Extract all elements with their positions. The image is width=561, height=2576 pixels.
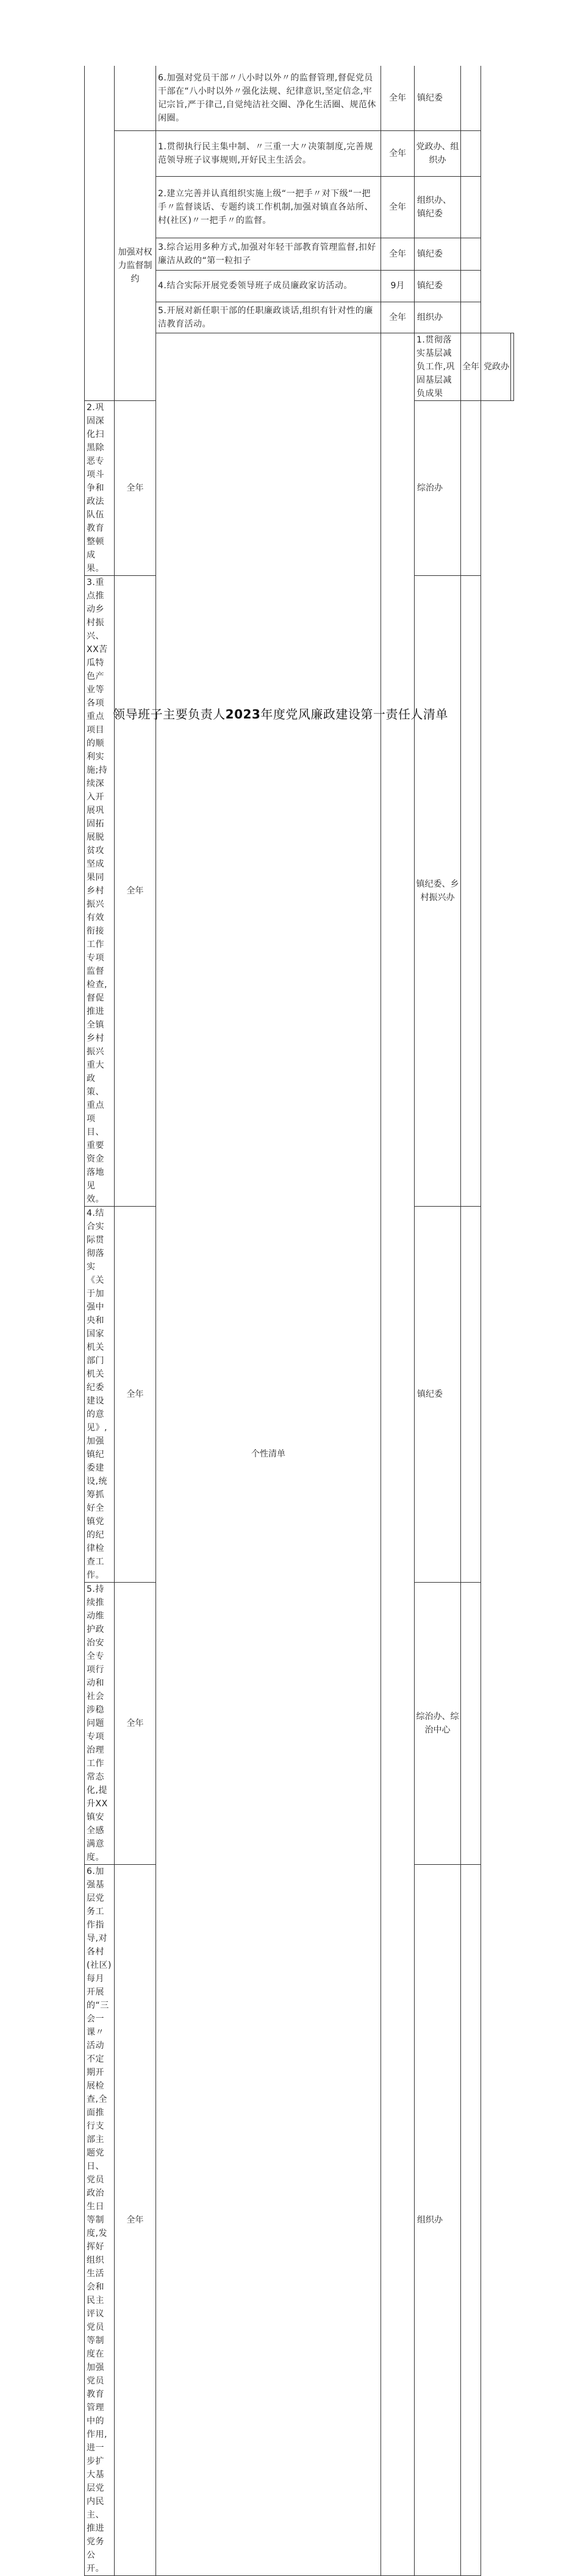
remark-cell	[511, 333, 514, 400]
task-time: 全年	[381, 238, 415, 270]
task-dept: 党政办、组织办	[415, 130, 461, 176]
task-time: 全年	[115, 400, 156, 575]
remark-cell	[461, 176, 481, 238]
task-content: 5.持续推动维护政治安全专项行动和社会涉稳问题专项治理工作常态化,提升XX镇安全感满意度。	[85, 1582, 115, 1864]
task-dept: 镇纪委	[415, 270, 461, 302]
table-row	[85, 130, 514, 176]
remark-cell	[461, 1864, 481, 2575]
task-dept: 党政办	[481, 333, 511, 400]
task-time: 全年	[461, 333, 481, 400]
task-time: 全年	[115, 1582, 156, 1864]
remark-cell	[461, 1582, 481, 1864]
remark-cell	[461, 1206, 481, 1582]
title-year: 2023	[225, 707, 261, 722]
task-dept: 组织办	[415, 1864, 461, 2575]
remark-cell	[461, 270, 481, 302]
subcategory-cell-empty	[381, 333, 415, 2575]
task-content: 4.结合实际开展党委领导班子成员廉政家访活动。	[156, 270, 381, 302]
task-time: 全年	[381, 66, 415, 130]
task-content: 2.建立完善并认真组织实施上级“一把手〃对下级“一把手〃监督谈话、专题约谈工作机制,加强对镇直各站所、村(社区)〃一把手〃的监督。	[156, 176, 381, 238]
task-content: 3.综合运用多种方式,加强对年轻干部教育管理监督,扣好廉洁从政的“第一粒扣子	[156, 238, 381, 270]
title-prefix: 领导班子主要负责人	[113, 707, 226, 722]
task-dept: 综治办	[415, 400, 461, 575]
task-time: 全年	[115, 575, 156, 1206]
task-content: 4.结合实际贯彻落实《关于加强中央和国家机关部门机关纪委建设的意见》,加强镇纪委建设,统筹抓好全镇党的纪律检查工作。	[85, 1206, 115, 1582]
responsibility-table	[84, 66, 514, 2576]
title-suffix: 年度党风廉政建设第一责任人清单	[260, 707, 448, 722]
task-time: 9月	[381, 270, 415, 302]
task-time: 全年	[381, 176, 415, 238]
remark-cell	[461, 66, 481, 130]
category-personal-list: 个性清单	[156, 333, 381, 2575]
task-time: 全年	[115, 1864, 156, 2575]
task-time: 全年	[115, 1206, 156, 1582]
document-title	[0, 706, 561, 723]
remark-cell	[461, 400, 481, 575]
remark-cell	[461, 130, 481, 176]
task-content: 6.加强基层党务工作指导,对各村(社区)每月开展的“三会一课〃活动不定期开展检查,全面推行支部主题党日、党员政治生日等制度,发挥好组织生活会和民主评议党员等制度在加强党员教育管理中的作用,进一步扩大基层党内民主、推进党务公开。	[85, 1864, 115, 2575]
task-dept: 组织办、镇纪委	[415, 176, 461, 238]
task-dept: 镇纪委	[415, 1206, 461, 1582]
task-content: 6.加强对党员干部〃八小时以外〃的监督管理,督促党员干部在“八小时以外〃强化法规、纪律意识,坚定信念,牢记宗旨,严于律己,自觉纯洁社交圈、净化生活圈、规范休闲圈。	[156, 66, 381, 130]
remark-cell	[461, 302, 481, 333]
task-content: 3.重点推动乡村振兴、XX苦瓜特色产业等各项重点项目的顺利实施;持续深入开展巩固拓展脱贫攻坚成果同乡村振兴有效衔接工作专项监督检查,督促推进全镇乡村振兴重大政策、重点项目、重要资金落地见效。	[85, 575, 115, 1206]
task-dept: 综治办、综治中心	[415, 1582, 461, 1864]
task-content: 2.巩固深化扫黑除恶专项斗争和政法队伍教育整顿成果。	[85, 400, 115, 575]
subcategory-cell-continued	[115, 66, 156, 130]
task-content: 5.开展对新任职干部的任职廉政谈话,组织有针对性的廉洁教育活动。	[156, 302, 381, 333]
table-row	[85, 66, 514, 130]
task-time: 全年	[381, 302, 415, 333]
task-dept: 镇纪委	[415, 238, 461, 270]
subcategory-power-supervision: 加强对权力监督制约	[115, 130, 156, 400]
task-dept: 镇纪委、乡村振兴办	[415, 575, 461, 1206]
remark-cell	[461, 238, 481, 270]
task-content: 1.贯彻落实基层减负工作,巩固基层减负成果	[415, 333, 461, 400]
task-dept: 组织办	[415, 302, 461, 333]
remark-cell	[461, 575, 481, 1206]
task-time: 全年	[381, 130, 415, 176]
task-content: 1.贯彻执行民主集中制、〃三重一大〃决策制度,完善规范领导班子议事规则,开好民主生活会。	[156, 130, 381, 176]
task-dept: 镇纪委	[415, 66, 461, 130]
category-cell-continued	[85, 66, 115, 400]
